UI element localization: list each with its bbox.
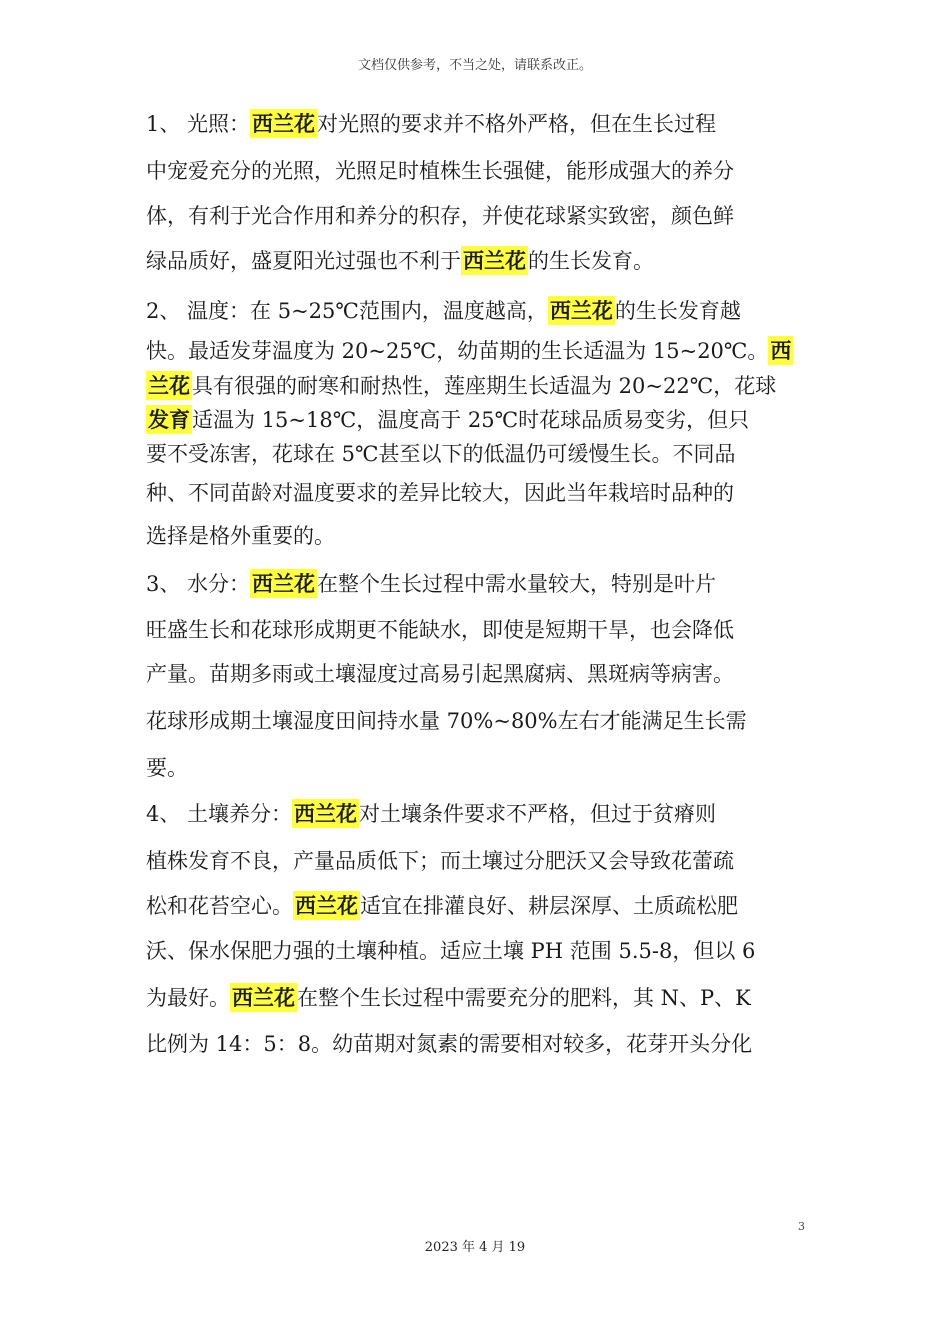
highlighted-term: 兰花 xyxy=(148,373,190,398)
highlighted-term: 西兰花 xyxy=(295,893,358,918)
text-line xyxy=(146,155,734,185)
text-segment: 中宠爱充分的光照，光照足时植株生长强健，能形成强大的养分 xyxy=(146,159,734,183)
text-line xyxy=(146,108,716,138)
highlighted-term: 发育 xyxy=(148,407,190,432)
text-line xyxy=(146,335,793,365)
text-segment: 4、 土壤养分： xyxy=(146,802,293,826)
highlighted-term: 西兰花 xyxy=(252,111,316,136)
text-segment: 旺盛生长和花球形成期更不能缺水，即使是短期干旱，也会降低 xyxy=(146,618,734,642)
text-line xyxy=(146,982,751,1012)
text-segment: 沃、保水保肥力强的土壤种植。适应土壤 PH 范围 5.5-8，但以 6 xyxy=(146,939,756,963)
highlighted-term: 西 xyxy=(770,338,792,363)
text-segment: 在整个生长过程中需要充分的肥料，其 N、P、K xyxy=(297,986,751,1010)
text-segment: 植株发育不良，产量品质低下；而土壤过分肥沃又会导致花蕾疏 xyxy=(146,849,734,873)
text-line xyxy=(146,200,734,230)
text-line xyxy=(146,890,738,920)
text-segment: 选择是格外重要的。 xyxy=(146,524,335,548)
text-segment: 的生长发育。 xyxy=(528,249,654,273)
text-line xyxy=(146,798,716,828)
text-segment: 绿品质好，盛夏阳光过强也不利于 xyxy=(146,249,461,273)
text-line xyxy=(146,1028,752,1058)
text-segment: 适宜在排灌良好、耕层深厚、土质疏松肥 xyxy=(360,894,738,918)
text-line xyxy=(146,438,736,468)
text-segment: 2、 温度：在 5~25℃范围内，温度越高， xyxy=(146,299,548,323)
text-segment: 具有很强的耐寒和耐热性，莲座期生长适温为 20~22℃，花球 xyxy=(192,374,777,398)
text-segment: 适温为 15~18℃，温度高于 25℃时花球品质易变劣，但只 xyxy=(192,408,750,432)
text-line xyxy=(146,935,755,965)
text-line xyxy=(146,705,747,735)
text-line xyxy=(146,245,654,275)
highlighted-term: 西兰花 xyxy=(252,571,316,596)
text-line xyxy=(146,845,734,875)
text-segment: 1、 光照： xyxy=(146,112,251,136)
highlighted-term: 西兰花 xyxy=(549,298,613,323)
text-segment: 松和花苔空心。 xyxy=(146,894,293,918)
text-segment: 3、 水分： xyxy=(146,572,251,596)
text-line xyxy=(146,614,734,644)
text-segment: 种、不同苗龄对温度要求的差异比较大，因此当年栽培时品种的 xyxy=(146,481,734,505)
text-segment: 要。 xyxy=(146,756,188,780)
page-footer-date: 2023 年 4 月 19 xyxy=(424,1240,526,1255)
text-segment: 产量。苗期多雨或土壤湿度过高易引起黑腐病、黑斑病等病害。 xyxy=(146,662,734,686)
text-segment: 为最好。 xyxy=(146,986,230,1010)
text-segment: 的生长发育越 xyxy=(614,299,741,323)
text-line xyxy=(146,568,716,598)
text-segment: 比例为 14：5：8。幼苗期对氮素的需要相对较多，花芽开头分化 xyxy=(146,1032,753,1056)
page-number: 3 xyxy=(798,1220,805,1233)
text-line xyxy=(146,752,188,782)
text-line xyxy=(146,658,734,688)
text-segment: 在整个生长过程中需水量较大，特别是叶片 xyxy=(317,572,717,596)
text-segment: 要不受冻害，花球在 5℃甚至以下的低温仍可缓慢生长。不同品 xyxy=(146,442,736,466)
text-line xyxy=(146,520,335,550)
highlighted-term: 西兰花 xyxy=(232,985,295,1010)
text-line xyxy=(146,295,741,325)
highlighted-term: 西兰花 xyxy=(294,801,358,826)
text-segment: 快。最适发芽温度为 20~25℃，幼苗期的生长适温为 15~20℃。 xyxy=(146,339,769,363)
text-segment: 对土壤条件要求不严格，但过于贫瘠则 xyxy=(359,802,717,826)
highlighted-term: 西兰花 xyxy=(463,248,526,273)
text-segment: 对光照的要求并不格外严格，但在生长过程 xyxy=(317,112,717,136)
text-line xyxy=(146,404,749,434)
text-segment: 花球形成期土壤湿度田间持水量 70%~80%左右才能满足生长需 xyxy=(146,709,747,733)
text-line xyxy=(146,477,734,507)
page-header: 文档仅供参考，不当之处，请联系改正。 xyxy=(357,58,592,73)
text-line xyxy=(146,370,776,400)
text-segment: 体，有利于光合作用和养分的积存，并使花球紧实致密，颜色鲜 xyxy=(146,204,734,228)
